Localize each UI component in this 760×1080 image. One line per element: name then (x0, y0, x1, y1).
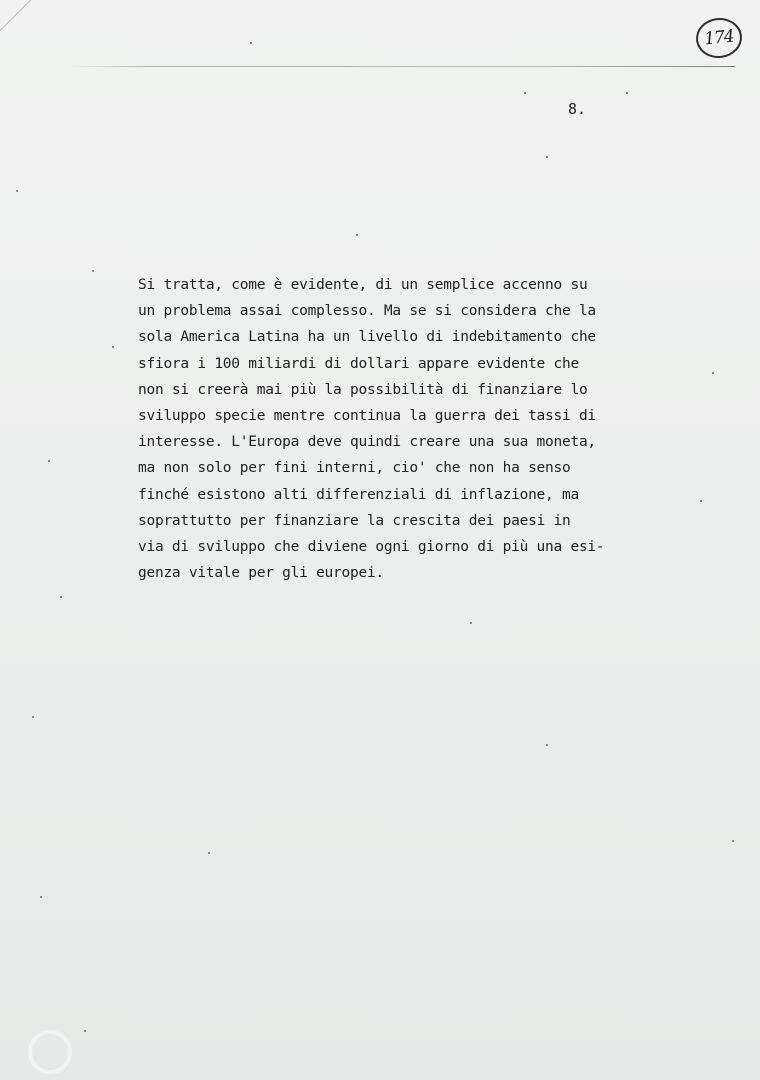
scan-speck (356, 234, 358, 236)
scan-speck (60, 596, 62, 598)
scan-speck (84, 1030, 86, 1032)
page-fold-line (0, 0, 111, 41)
archive-watermark-icon (28, 1030, 72, 1074)
scan-speck (92, 270, 94, 272)
page-number: 8. (568, 100, 587, 118)
paragraph-line: soprattutto per finanziare la crescita dei paesi in (138, 512, 571, 529)
scan-speck (208, 852, 210, 854)
paragraph-line: Si tratta, come è evidente, di un semplice accenno su (138, 277, 588, 293)
scan-speck (732, 840, 734, 842)
scan-speck (250, 42, 252, 44)
header-rule (70, 66, 735, 67)
paragraph-line: sola America Latina ha un livello di indebitamento che (138, 329, 596, 346)
scan-speck (40, 896, 42, 898)
paragraph-line: un problema assai complesso. Ma se si considera che la (138, 303, 596, 320)
scan-speck (112, 346, 114, 348)
folio-stamp (694, 16, 744, 61)
scan-speck (48, 460, 50, 462)
paragraph-line: finché esistono alti differenziali di inflazione, ma (138, 486, 579, 503)
scan-speck (16, 190, 18, 192)
scan-speck (32, 716, 34, 718)
scan-speck (524, 92, 526, 94)
paragraph-line: sviluppo specie mentre continua la guerra dei tassi di (138, 408, 596, 425)
scan-speck (712, 372, 714, 374)
paragraph-line: via di sviluppo che diviene ogni giorno di più una esi- (138, 539, 605, 556)
scan-speck (546, 156, 548, 158)
scan-speck (470, 622, 472, 624)
paragraph-line: genza vitale per gli europei. (138, 565, 384, 582)
paragraph-line: interesse. L'Europa deve quindi creare una sua moneta, (138, 434, 596, 451)
folio-stamp-number: 174 (703, 26, 735, 50)
paragraph-line: non si creerà mai più la possibilità di finanziare lo (138, 381, 588, 398)
body-paragraph (138, 272, 658, 586)
paragraph-line: ma non solo per fini interni, cio' che non ha senso (138, 460, 571, 477)
scan-speck (700, 500, 702, 502)
scan-speck (626, 92, 628, 94)
scan-speck (546, 744, 548, 746)
paragraph-line: sfiora i 100 miliardi di dollari appare evidente che (138, 355, 579, 372)
